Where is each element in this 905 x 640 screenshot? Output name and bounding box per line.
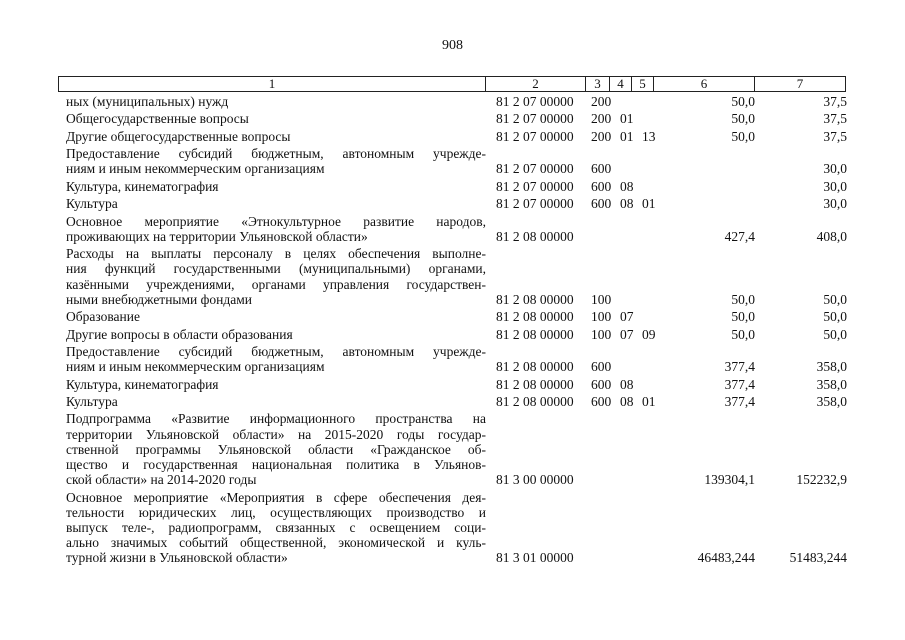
page-number: 908: [442, 38, 463, 53]
header-col-2: 2: [486, 77, 586, 91]
description-line: Общегосударственные вопросы: [66, 111, 249, 127]
row-section: 07: [620, 309, 634, 325]
header-col-6: 6: [654, 77, 755, 91]
row-section: 08: [620, 178, 634, 194]
row-code: 81 2 07 00000: [496, 94, 574, 109]
description-line: Подпрограмма «Развитие информационного пространства на: [66, 411, 486, 427]
description-line: ниям и иным некоммерческим организациям: [66, 359, 325, 375]
row-value-2019: 377,4: [724, 359, 755, 375]
row-value-2019: 427,4: [724, 228, 755, 244]
header-col-5: 5: [632, 77, 654, 91]
description-line: Культура, кинематография: [66, 376, 219, 392]
row-subsection: 13: [642, 128, 656, 144]
description-line: ния функций государственными (муниципальными) органами,: [66, 261, 486, 277]
description-line: проживающих на территории Ульяновской области»: [66, 228, 368, 244]
description-line: территории Ульяновской области» на 2015-2020 годы государ-: [66, 426, 486, 442]
row-code: 81 2 08 00000: [496, 228, 574, 244]
row-description: [66, 146, 486, 176]
row-value-2019: 50,0: [731, 309, 755, 325]
row-expense-type: 200: [591, 128, 612, 144]
row-expense-type: 600: [591, 196, 612, 212]
row-description: [66, 327, 486, 342]
row-value-2019: 377,4: [724, 394, 755, 409]
description-line: ных (муниципальных) нужд: [66, 94, 229, 109]
row-value-2020: 37,5: [823, 111, 847, 127]
row-value-2020: 50,0: [823, 326, 847, 342]
row-value-2019: 139304,1: [704, 472, 755, 488]
row-section: 07: [620, 326, 634, 342]
row-code: 81 2 07 00000: [496, 111, 574, 127]
row-expense-type: 100: [591, 309, 612, 325]
row-value-2019: 50,0: [731, 326, 755, 342]
row-code: 81 2 08 00000: [496, 359, 574, 375]
row-code: 81 2 08 00000: [496, 291, 574, 307]
row-description: [66, 344, 486, 374]
row-value-2020: 30,0: [823, 196, 847, 212]
description-line: казёнными учреждениями, органами управления государствен-: [66, 276, 486, 292]
description-line: Образование: [66, 309, 140, 325]
description-line: Культура: [66, 196, 118, 212]
description-line: ными внебюджетными фондами: [66, 291, 252, 307]
description-line: щество и государственная национальная политика в Ульянов-: [66, 457, 486, 472]
row-description: [66, 94, 486, 109]
row-description: [66, 411, 486, 487]
header-col-7: 7: [796, 76, 804, 91]
row-expense-type: 600: [591, 161, 612, 177]
description-line: выпуск теле-, радиопрограмм, связанных с освещением соци-: [66, 520, 486, 535]
row-description: [66, 129, 486, 144]
row-section: 01: [620, 111, 634, 127]
row-value-2019: 50,0: [731, 128, 755, 144]
row-value-2020: 37,5: [823, 128, 847, 144]
row-code: 81 2 08 00000: [496, 309, 574, 325]
row-description: [66, 246, 486, 307]
row-expense-type: 100: [591, 326, 612, 342]
row-section: 08: [620, 376, 634, 392]
header-col-3: 3: [586, 77, 610, 91]
description-line: ниям и иным некоммерческим организациям: [66, 161, 325, 177]
description-line: Предоставление субсидий бюджетным, автономным учрежде-: [66, 344, 486, 359]
row-value-2020: 152232,9: [796, 472, 847, 488]
header-col-1: 1: [59, 77, 486, 91]
row-code: 81 2 07 00000: [496, 128, 574, 144]
row-description: [66, 111, 486, 126]
row-description: [66, 179, 486, 194]
row-subsection: 01: [642, 196, 656, 212]
row-code: 81 2 07 00000: [496, 178, 574, 194]
description-line: Основное мероприятие «Этнокультурное развитие народов,: [66, 213, 486, 229]
row-code: 81 2 08 00000: [496, 326, 574, 342]
row-section: 08: [620, 394, 634, 409]
description-line: Культура: [66, 394, 118, 409]
row-description: [66, 377, 486, 392]
row-value-2019: 50,0: [731, 291, 755, 307]
row-value-2019: 46483,244: [697, 550, 755, 566]
row-description: [66, 214, 486, 244]
description-line: ально значимых событий общественной, экономической и куль-: [66, 535, 486, 551]
description-line: тельности юридических лиц, осуществляющих производство и: [66, 504, 486, 520]
row-code: 81 2 08 00000: [496, 376, 574, 392]
row-code: 81 2 08 00000: [496, 394, 574, 409]
row-expense-type: 600: [591, 359, 612, 375]
row-description: [66, 490, 486, 566]
row-description: [66, 309, 486, 324]
row-code: 81 2 07 00000: [496, 161, 574, 177]
row-expense-type: 200: [591, 111, 612, 127]
row-value-2020: 51483,244: [789, 550, 847, 566]
row-value-2020: 50,0: [823, 309, 847, 325]
row-subsection: 01: [642, 394, 656, 409]
description-line: ственной программы Ульяновской области «Гражданское об-: [66, 441, 486, 457]
description-line: ской области» на 2014-2020 годы: [66, 472, 257, 488]
description-line: Другие общегосударственные вопросы: [66, 128, 291, 144]
row-value-2020: 358,0: [816, 394, 847, 409]
row-expense-type: 100: [591, 291, 612, 307]
row-value-2020: 408,0: [816, 228, 847, 244]
row-code: 81 3 01 00000: [496, 550, 574, 566]
description-line: Расходы на выплаты персоналу в целях обеспечения выполне-: [66, 246, 486, 262]
row-expense-type: 600: [591, 178, 612, 194]
description-line: турной жизни в Ульяновской области»: [66, 550, 288, 566]
table-header: [58, 76, 846, 92]
row-value-2020: 50,0: [823, 291, 847, 307]
row-expense-type: 200: [591, 94, 612, 109]
row-value-2020: 30,0: [823, 178, 847, 194]
row-value-2020: 358,0: [816, 376, 847, 392]
row-value-2019: 377,4: [724, 376, 755, 392]
description-line: Основное мероприятие «Мероприятия в сфере обеспечения дея-: [66, 489, 486, 505]
description-line: Другие вопросы в области образования: [66, 326, 293, 342]
row-description: [66, 394, 486, 409]
row-section: 08: [620, 196, 634, 212]
description-line: Культура, кинематография: [66, 178, 219, 194]
row-value-2020: 358,0: [816, 359, 847, 375]
row-value-2019: 50,0: [731, 94, 755, 109]
description-line: Предоставление субсидий бюджетным, автономным учрежде-: [66, 146, 486, 162]
row-subsection: 09: [642, 326, 656, 342]
row-expense-type: 600: [591, 376, 612, 392]
row-expense-type: 600: [591, 394, 612, 409]
row-value-2020: 30,0: [823, 161, 847, 177]
row-code: 81 2 07 00000: [496, 196, 574, 212]
row-value-2019: 50,0: [731, 111, 755, 127]
row-value-2020: 37,5: [823, 94, 847, 109]
row-description: [66, 196, 486, 211]
header-col-4: 4: [610, 77, 632, 91]
row-section: 01: [620, 128, 634, 144]
row-code: 81 3 00 00000: [496, 472, 574, 488]
